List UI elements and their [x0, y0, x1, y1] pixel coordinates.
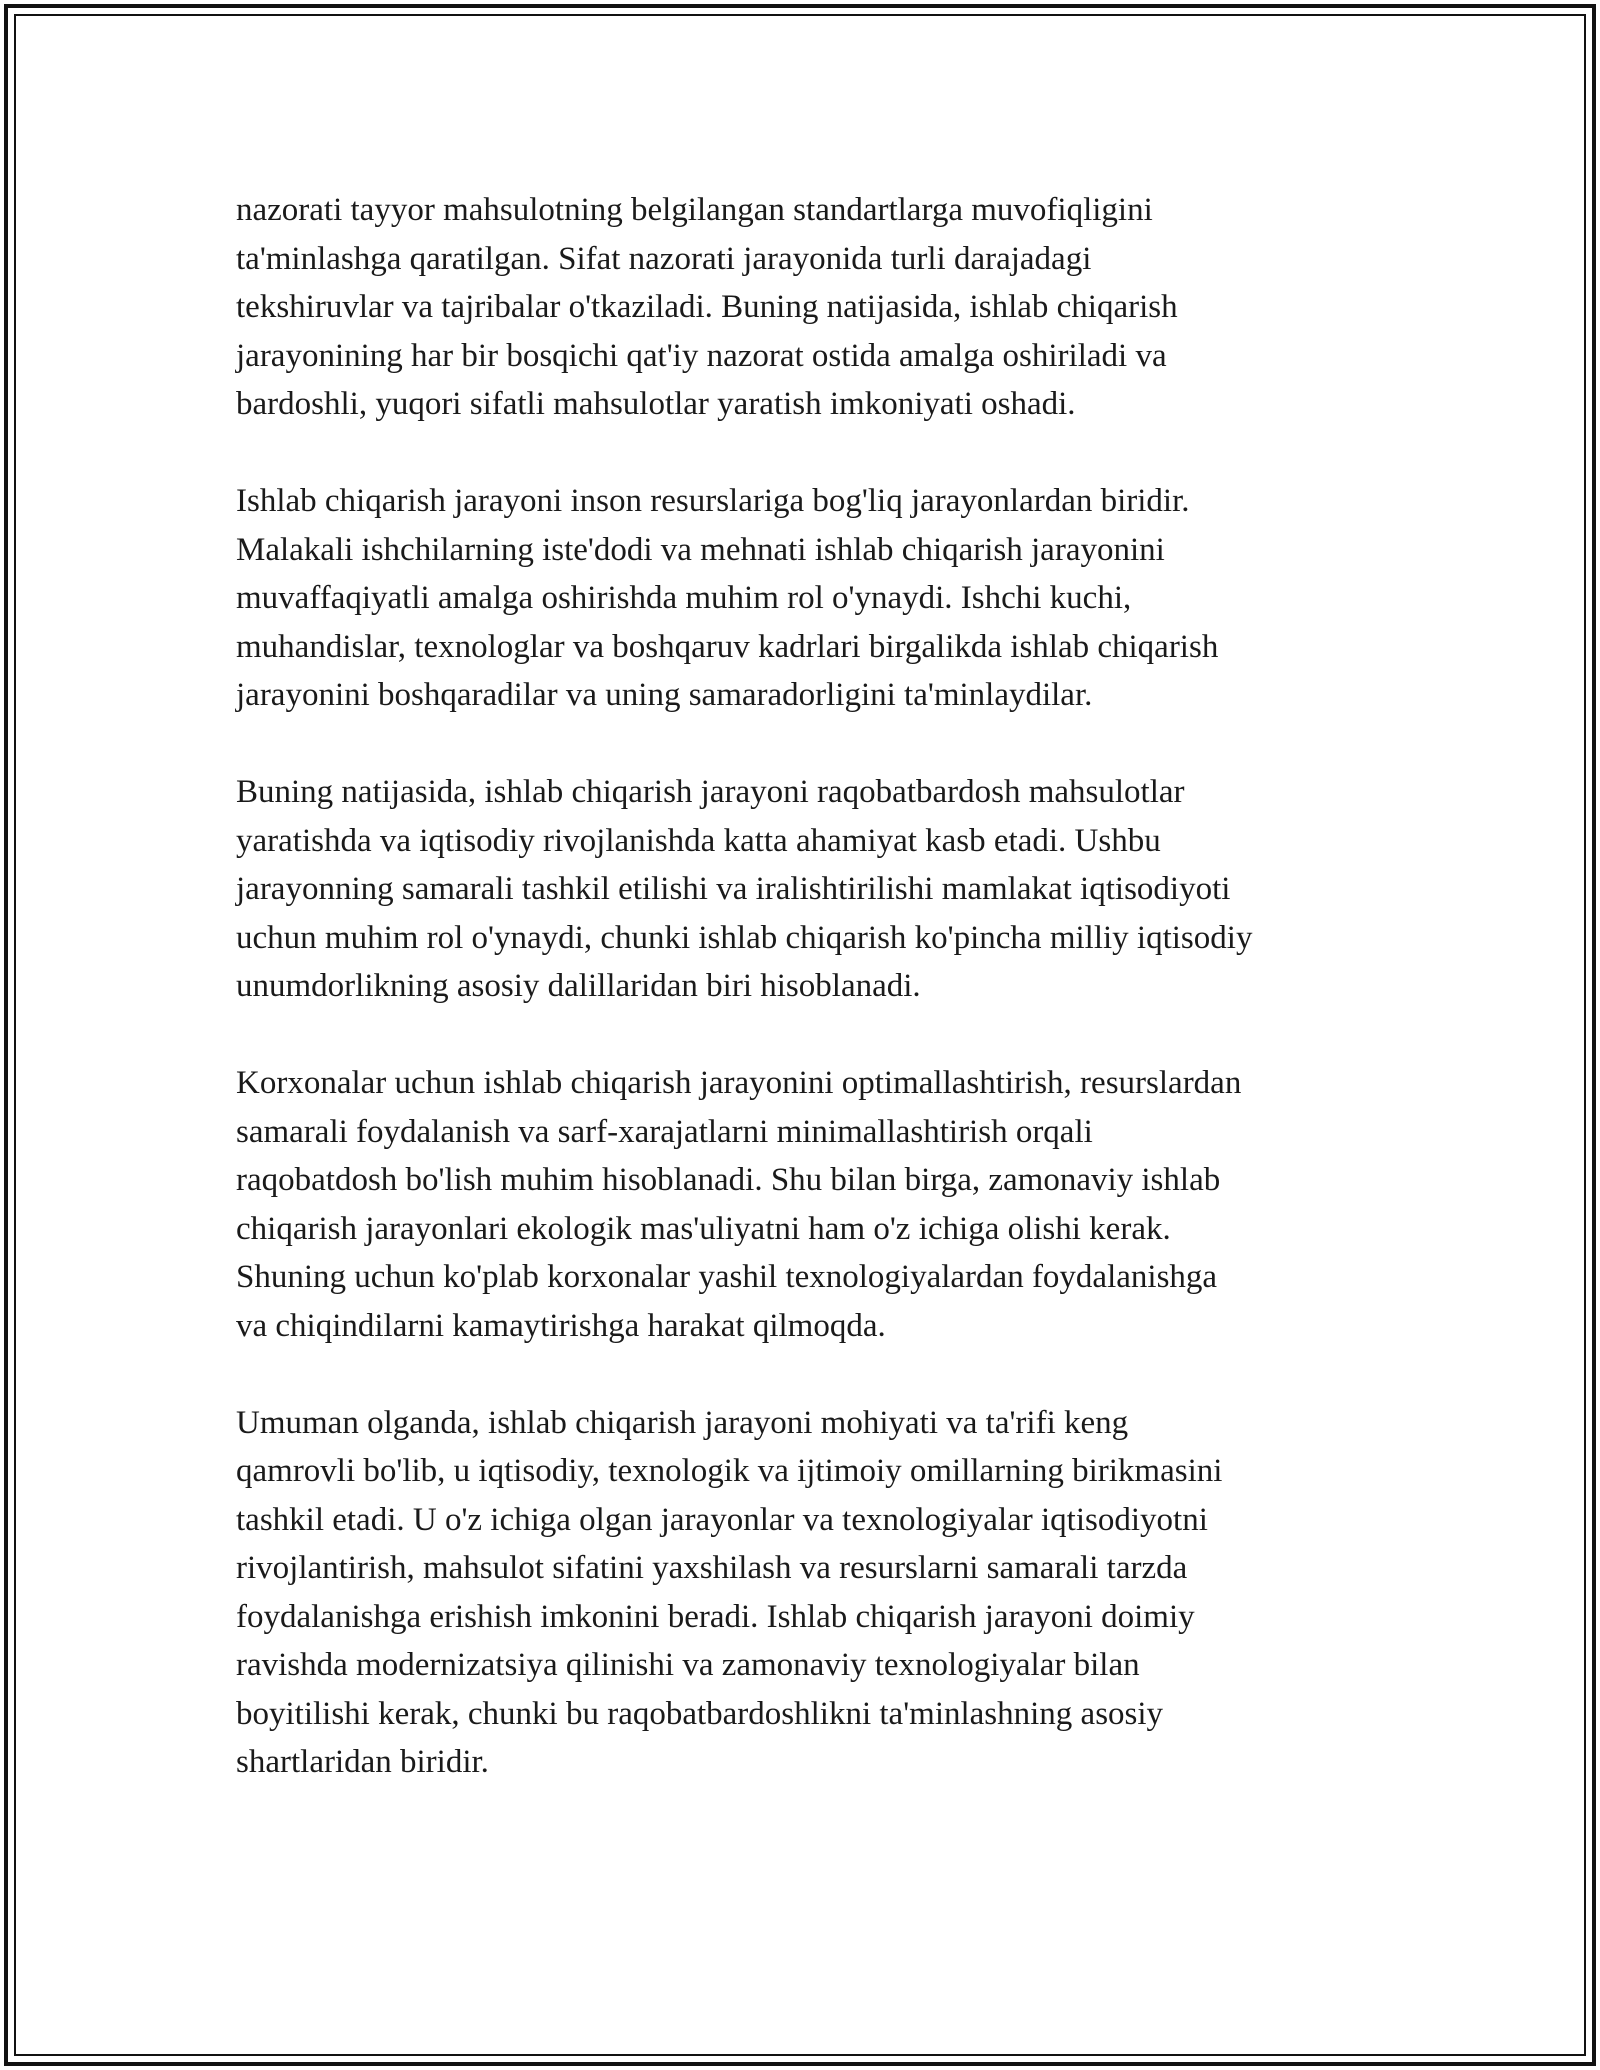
text-line: uchun muhim rol o'ynaydi, chunki ishlab chiqarish ko'pincha milliy iqtisodiy — [236, 919, 1253, 956]
text-line: qamrovli bo'lib, u iqtisodiy, texnologik va ijtimoiy omillarning birikmasini — [236, 1453, 1223, 1489]
paragraph — [236, 768, 1386, 1011]
text-line: foydalanishga erishish imkonini beradi. Ishlab chiqarish jarayoni doimiy — [236, 1598, 1195, 1635]
text-line: rivojlantirish, mahsulot sifatini yaxshilash va resurslarni samarali tarzda — [236, 1550, 1188, 1586]
text-line: muvaffaqiyatli amalga oshirishda muhim rol o'ynaydi. Ishchi kuchi, — [236, 580, 1132, 616]
text-line: ta'minlashga qaratilgan. Sifat nazorati jarayonida turli darajadagi — [236, 240, 1092, 277]
text-line: Malakali ishchilarning iste'dodi va mehnati ishlab chiqarish jarayonini — [236, 531, 1165, 568]
text-line: unumdorlikning asosiy dalillaridan biri hisoblanadi. — [236, 968, 921, 1004]
text-line: nazorati tayyor mahsulotning belgilangan standartlarga muvofiqligini — [236, 192, 1153, 228]
text-line: yaratishda va iqtisodiy rivojlanishda katta ahamiyat kasb etadi. Ushbu — [236, 822, 1161, 859]
text-line: boyitilishi kerak, chunki bu raqobatbardoshlikni ta'minlashning asosiy — [236, 1695, 1164, 1732]
text-line: ravishda modernizatsiya qilinishi va zamonaviy texnologiyalar bilan — [236, 1647, 1140, 1683]
text-line: Korxonalar uchun ishlab chiqarish jarayonini optimallashtirish, resurslardan — [236, 1065, 1242, 1101]
text-line: Buning natijasida, ishlab chiqarish jarayoni raqobatbardosh mahsulotlar — [236, 774, 1185, 810]
paragraph — [236, 1399, 1386, 1787]
text-line: muhandislar, texnologlar va boshqaruv kadrlari birgalikda ishlab chiqarish — [236, 628, 1219, 665]
text-line: raqobatdosh bo'lish muhim hisoblanadi. Shu bilan birga, zamonaviy ishlab — [236, 1162, 1221, 1198]
text-line: samarali foydalanish va sarf-xarajatlarni minimallashtirish orqali — [236, 1113, 1093, 1150]
paragraph — [236, 186, 1386, 429]
text-line: Umuman olganda, ishlab chiqarish jarayoni mohiyati va ta'rifi keng — [236, 1404, 1129, 1441]
text-line: jarayonning samarali tashkil etilishi va iralishtirilishi mamlakat iqtisodiyoti — [236, 871, 1231, 907]
text-line: chiqarish jarayonlari ekologik mas'uliyatni ham o'z ichiga olishi kerak. — [236, 1210, 1171, 1247]
paragraph — [236, 477, 1386, 720]
text-line: tekshiruvlar va tajribalar o'tkaziladi. Buning natijasida, ishlab chiqarish — [236, 289, 1178, 325]
text-line: Shuning uchun ko'plab korxonalar yashil texnologiyalardan foydalanishga — [236, 1259, 1218, 1295]
text-line: jarayonini boshqaradilar va uning samaradorligini ta'minlaydilar. — [236, 677, 1093, 713]
text-line: shartlaridan biridir. — [236, 1744, 489, 1780]
text-line: va chiqindilarni kamaytirishga harakat qilmoqda. — [236, 1307, 886, 1344]
text-line: Ishlab chiqarish jarayoni inson resurslariga bog'liq jarayonlardan biridir. — [236, 483, 1190, 519]
text-line: bardoshli, yuqori sifatli mahsulotlar yaratish imkoniyati oshadi. — [236, 386, 1076, 422]
paragraph — [236, 1059, 1386, 1350]
text-line: jarayonining har bir bosqichi qat'iy nazorat ostida amalga oshiriladi va — [236, 337, 1167, 374]
document-body — [236, 186, 1386, 1835]
text-line: tashkil etadi. U o'z ichiga olgan jarayonlar va texnologiyalar iqtisodiyotni — [236, 1501, 1208, 1538]
